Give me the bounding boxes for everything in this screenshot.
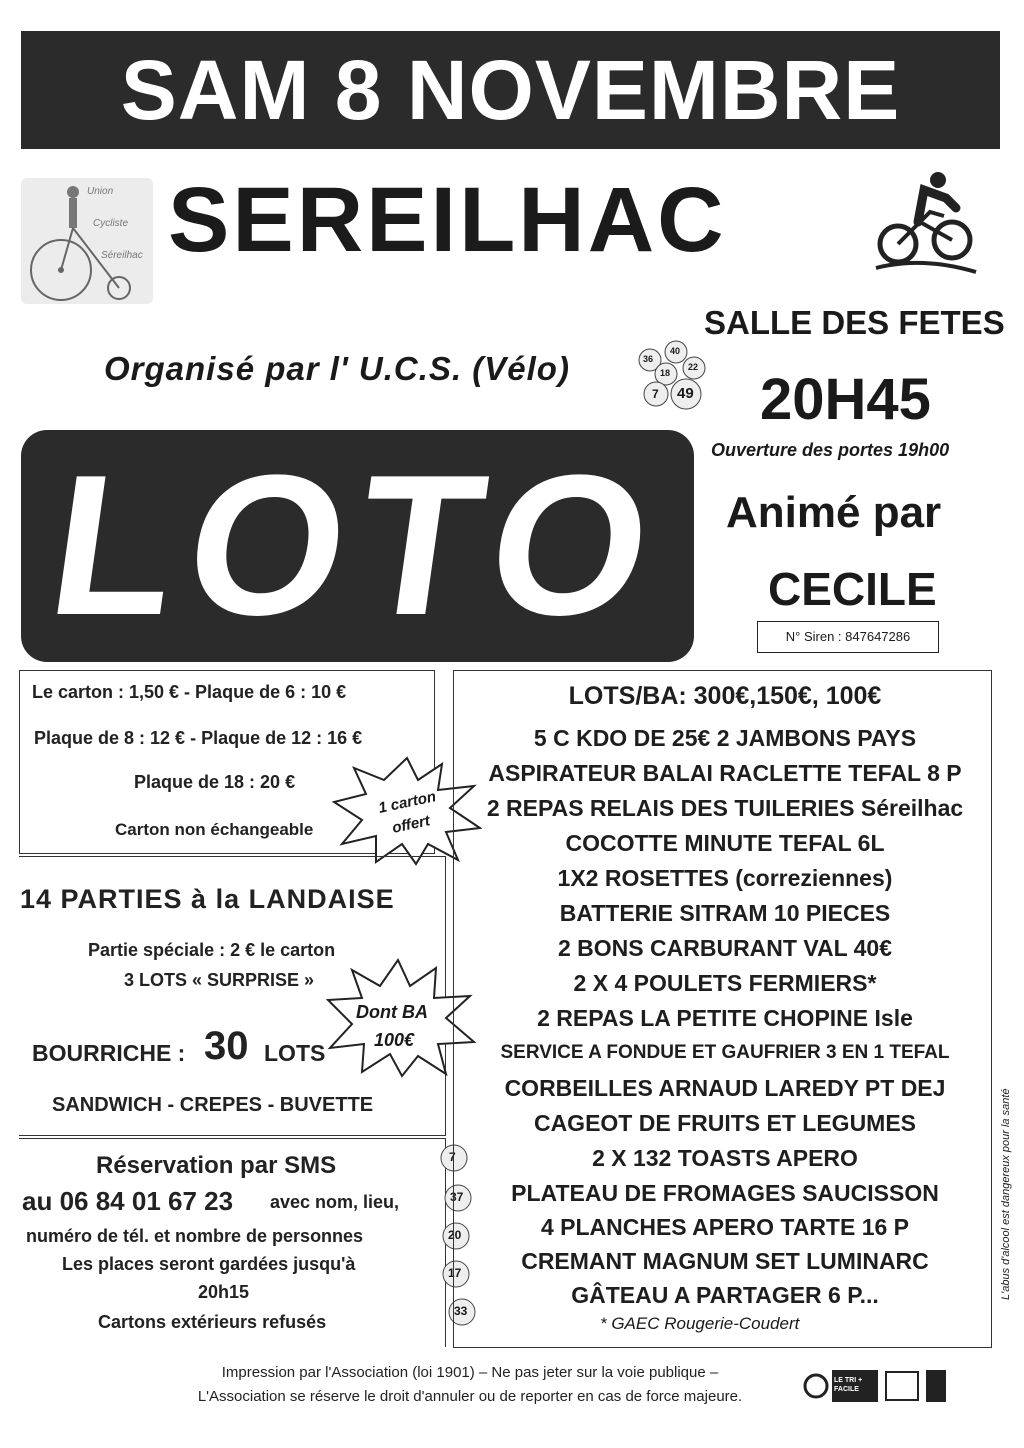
lot-item: CAGEOT DE FRUITS ET LEGUMES xyxy=(533,1110,917,1136)
host-name: CECILE xyxy=(768,563,937,615)
date-banner: SAM 8 NOVEMBRE xyxy=(21,31,1000,149)
lot-item: CREMANT MAGNUM SET LUMINARC xyxy=(521,1248,929,1274)
logo-text-2: Cycliste xyxy=(93,218,129,229)
price-line-2: Plaque de 8 : 12 € - Plaque de 12 : 16 € xyxy=(34,728,363,748)
loto-title-block xyxy=(21,430,694,662)
ball-label: 22 xyxy=(688,362,699,372)
ball-label: 20 xyxy=(448,1228,462,1242)
lot-item: SERVICE A FONDUE ET GAUFRIER 3 EN 1 TEFAL xyxy=(500,1042,950,1063)
logo-text-3: Séreilhac xyxy=(101,250,143,261)
venue: SALLE DES FETES xyxy=(704,304,1005,341)
reservation-title: Réservation par SMS xyxy=(96,1152,337,1179)
price-line-4: Carton non échangeable xyxy=(115,820,314,839)
siren-number: N° Siren : 847647286 xyxy=(757,621,939,653)
alcohol-warning: L'abus d'alcool est dangereux pour la santé xyxy=(1000,1088,1012,1300)
reservation-line-4: 20h15 xyxy=(198,1282,250,1302)
bingo-balls-cluster xyxy=(636,338,708,414)
lots-footnote: * GAEC Rougerie-Coudert xyxy=(600,1314,800,1333)
loto-title: LOTO xyxy=(37,434,678,657)
food-line: SANDWICH - CREPES - BUVETTE xyxy=(52,1094,374,1116)
logo-text-1: Union xyxy=(87,186,114,197)
lot-item: GÂTEAU A PARTAGER 6 P... xyxy=(571,1282,879,1308)
footer-line-1: Impression par l'Association (loi 1901) – Ne pas jeter sur la voie publique – xyxy=(221,1364,719,1381)
lot-item: 1X2 ROSETTES (correziennes) xyxy=(557,865,893,891)
reservation-line-3: Les places seront gardées jusqu'à xyxy=(62,1254,356,1274)
tri-text: LE TRI + FACILE xyxy=(834,1377,863,1393)
lot-item: CORBEILLES ARNAUD LAREDY PT DEJ xyxy=(504,1075,946,1101)
lots-header: LOTS/BA: 300€,150€, 100€ xyxy=(568,682,882,710)
footer-line-2: L'Association se réserve le droit d'annuler ou de reporter en cas de force majeure. xyxy=(197,1388,743,1405)
price-line-3: Plaque de 18 : 20 € xyxy=(134,772,296,792)
burst-text-2: offert xyxy=(390,812,432,837)
bourriche-lots: LOTS xyxy=(264,1040,326,1066)
reservation-line-2: numéro de tél. et nombre de personnes xyxy=(26,1226,364,1246)
lot-item: 2 X 4 POULETS FERMIERS* xyxy=(573,970,877,996)
club-logo xyxy=(21,178,153,304)
lot-item: PLATEAU DE FROMAGES SAUCISSON xyxy=(511,1180,939,1206)
lot-item: 2 X 132 TOASTS APERO xyxy=(592,1145,858,1171)
special-game: Partie spéciale : 2 € le carton xyxy=(88,940,336,960)
bourriche-count: 30 xyxy=(204,1024,249,1068)
burst-text-1: 1 carton xyxy=(376,788,438,817)
lot-item: COCOTTE MINUTE TEFAL 6L xyxy=(565,830,885,856)
town-name: SEREILHAC xyxy=(168,169,727,271)
ball-label: 36 xyxy=(643,354,654,364)
recycling-logo xyxy=(802,1366,952,1406)
ball-label: 40 xyxy=(670,346,681,356)
organizer-line: Organisé par l' U.C.S. (Vélo) xyxy=(104,350,570,387)
bourriche-label: BOURRICHE : xyxy=(32,1040,186,1066)
lot-item: 2 REPAS LA PETITE CHOPINE Isle xyxy=(537,1005,913,1031)
ball-label: 7 xyxy=(449,1150,456,1164)
ball-label: 49 xyxy=(677,385,694,402)
lot-item: BATTERIE SITRAM 10 PIECES xyxy=(559,900,891,926)
reservation-line-5: Cartons extérieurs refusés xyxy=(98,1312,327,1332)
lot-item: ASPIRATEUR BALAI RACLETTE TEFAL 8 P xyxy=(488,760,962,786)
burst-text-4: 100€ xyxy=(374,1030,415,1050)
lot-item: 2 BONS CARBURANT VAL 40€ xyxy=(558,935,892,961)
surprise-lots: 3 LOTS « SURPRISE » xyxy=(124,970,315,990)
host-label: Animé par xyxy=(726,488,942,537)
lot-item: 5 C KDO DE 25€ 2 JAMBONS PAYS xyxy=(533,725,917,751)
lot-item: 4 PLANCHES APERO TARTE 16 P xyxy=(540,1214,910,1240)
ball-label: 17 xyxy=(448,1266,462,1280)
games-title: 14 PARTIES à la LANDAISE xyxy=(20,884,395,914)
price-line-1: Le carton : 1,50 € - Plaque de 6 : 10 € xyxy=(32,682,347,702)
doors-open: Ouverture des portes 19h00 xyxy=(711,440,950,460)
ball-label: 33 xyxy=(454,1304,468,1318)
burst-text-3: Dont BA xyxy=(356,1002,428,1022)
ball-label: 7 xyxy=(652,387,659,401)
ball-label: 18 xyxy=(660,368,671,378)
lot-item: 2 REPAS RELAIS DES TUILERIES Séreilhac xyxy=(486,795,964,821)
reservation-phone: au 06 84 01 67 23 xyxy=(22,1186,234,1216)
cyclist-icon xyxy=(872,168,980,286)
start-time: 20H45 xyxy=(760,367,931,432)
ball-label: 37 xyxy=(450,1190,464,1204)
reservation-phone-rest: avec nom, lieu, xyxy=(270,1192,400,1212)
